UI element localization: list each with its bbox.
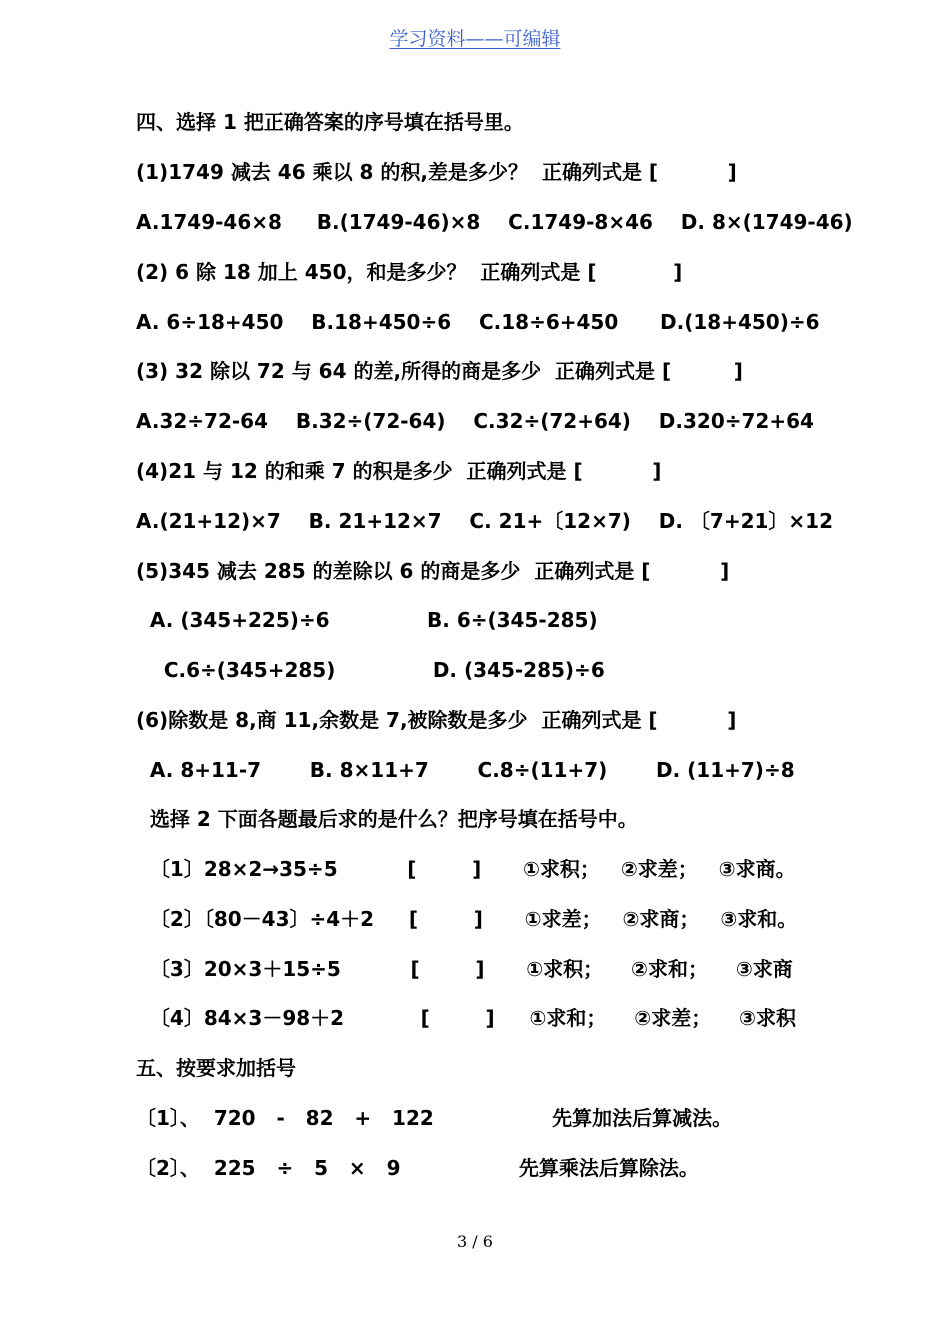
- choice-2-item-3: 〔3〕20×3＋15÷5 [ ] ①求积； ②求和； ③求商: [136, 957, 793, 981]
- choice-2-item-1: 〔1〕28×2→35÷5 [ ] ①求积； ②求差； ③求商。: [136, 857, 796, 881]
- question-5: (5)345 减去 285 的差除以 6 的商是多少 正确列式是 [ ]: [136, 559, 730, 583]
- section-4-title: 四、选择 1 把正确答案的序号填在括号里。: [136, 110, 524, 134]
- question-2: (2) 6 除 18 加上 450，和是多少？ 正确列式是 [ ]: [136, 260, 683, 284]
- choice-2-item-2: 〔2〕〔80－43〕÷4＋2 [ ] ①求差； ②求商； ③求和。: [136, 907, 798, 931]
- question-1-options: A.1749-46×8 B.(1749-46)×8 C.1749-8×46 D. 8×(1749-46): [136, 210, 853, 234]
- header-text: 学习资料——可编辑: [389, 28, 561, 50]
- bracket-item-1: 〔1〕、 720 - 82 + 122 先算加法后算减法。: [136, 1106, 733, 1130]
- question-6: (6)除数是 8,商 11,余数是 7,被除数是多少 正确列式是 [ ]: [136, 708, 737, 732]
- bracket-item-2: 〔2〕、 225 ÷ 5 × 9 先算乘法后算除法。: [136, 1156, 699, 1180]
- section-5-title: 五、按要求加括号: [136, 1056, 296, 1080]
- page-header: [0, 24, 950, 51]
- question-2-options: A. 6÷18+450 B.18+450÷6 C.18÷6+450 D.(18+450)÷6: [136, 310, 820, 334]
- page-number: 3 / 6: [457, 1232, 493, 1251]
- choice-2-item-4: 〔4〕84×3－98＋2 [ ] ①求和； ②求差； ③求积: [136, 1006, 796, 1030]
- question-3-options: A.32÷72-64 B.32÷(72-64) C.32÷(72+64) D.320÷72+64: [136, 409, 814, 433]
- choice-2-title: 选择 2 下面各题最后求的是什么？把序号填在括号中。: [136, 807, 638, 831]
- question-4: (4)21 与 12 的和乘 7 的积是多少 正确列式是 [ ]: [136, 459, 662, 483]
- question-3: (3) 32 除以 72 与 64 的差,所得的商是多少 正确列式是 [ ]: [136, 359, 743, 383]
- question-4-options: A.(21+12)×7 B. 21+12×7 C. 21+〔12×7) D. 〔7+21〕×12: [136, 509, 834, 533]
- question-6-options: A. 8+11-7 B. 8×11+7 C.8÷(11+7) D. (11+7)÷8: [136, 758, 795, 782]
- question-5-options-cd: C.6÷(345+285) D. (345-285)÷6: [136, 658, 605, 682]
- question-5-options-ab: A. (345+225)÷6 B. 6÷(345-285): [136, 608, 598, 632]
- question-1: (1)1749 减去 46 乘以 8 的积,差是多少？ 正确列式是 [ ]: [136, 160, 737, 184]
